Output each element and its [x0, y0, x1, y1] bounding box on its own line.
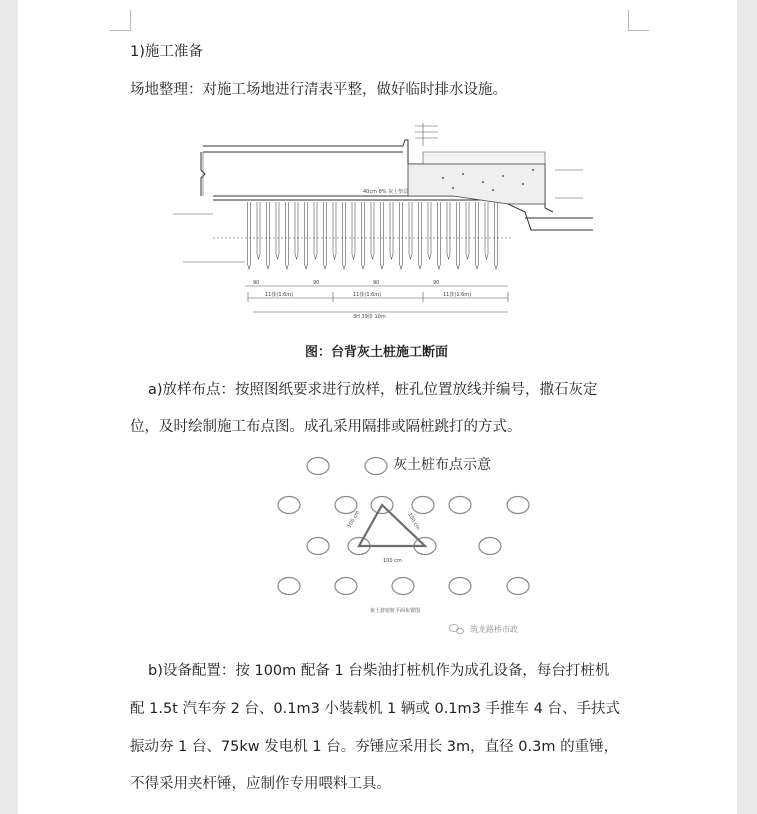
- heading-construction-prep: 1)施工准备: [130, 44, 203, 60]
- pile: [248, 202, 251, 269]
- pile-circle: [335, 578, 357, 595]
- paragraph-equip-line-2: 配 1.5t 汽车夯 2 台、0.1m3 小装载机 1 辆或 0.1m3 手推车 4 台、手扶式: [130, 701, 620, 717]
- figure-pile-layout: [248, 450, 548, 640]
- dimension-lines: [245, 286, 508, 312]
- pile-circle: [365, 458, 387, 475]
- pile-circle: [507, 578, 529, 595]
- paragraph-site-prep: 场地整理：对施工场地进行清表平整，做好临时排水设施。: [130, 82, 507, 98]
- pile: [371, 202, 374, 259]
- triangle-side-dim: 100 cm: [346, 509, 362, 529]
- pile: [485, 202, 488, 259]
- figure2-title: 灰土桩布点示意: [393, 457, 491, 473]
- pile: [400, 202, 403, 269]
- pile: [314, 202, 317, 259]
- dim-spacing-label: 90: [253, 280, 260, 286]
- watermark-text: 筑龙路桥市政: [470, 625, 518, 634]
- pile: [476, 202, 479, 269]
- pile: [343, 202, 346, 269]
- pile-circle: [392, 578, 414, 595]
- pile: [428, 202, 431, 259]
- margin-corner-mark: [110, 10, 131, 31]
- pile: [324, 202, 327, 269]
- pile: [457, 202, 460, 269]
- pile: [447, 202, 450, 259]
- pile: [438, 202, 441, 269]
- pile-circle: [278, 497, 300, 514]
- pile: [305, 202, 308, 269]
- pile: [333, 202, 336, 259]
- pile: [295, 202, 298, 259]
- row-label-1: 11排(1.6m): [265, 292, 294, 298]
- pile: [390, 202, 393, 259]
- pile: [286, 202, 289, 269]
- figure1-cushion-label: 40cm 8% 灰土垫层: [363, 189, 409, 195]
- figure2-bottom-caption: 灰土挤密桩平面布置图: [370, 608, 421, 614]
- pile: [409, 202, 412, 259]
- triangle-side-dim: 100 cm: [406, 512, 421, 532]
- pile: [419, 202, 422, 269]
- paragraph-equip-line-3: 振动夯 1 台、75kw 发电机 1 台。夯锤应采用长 3m，直径 0.3m 的重锤，: [130, 739, 619, 755]
- wechat-icon: [450, 625, 464, 634]
- total-length-label: 3H 39排 10m: [353, 314, 386, 320]
- pile-circle: [479, 538, 501, 555]
- pile-circle: [335, 497, 357, 514]
- figure-cross-section: [153, 118, 593, 323]
- dim-spacing-label: 90: [433, 280, 440, 286]
- pile-circle: [278, 578, 300, 595]
- pile-circle: [412, 497, 434, 514]
- row-label-2: 11排(1.6m): [353, 292, 382, 298]
- pile: [257, 202, 260, 259]
- paragraph-equip-line-4: 不得采用夹杆锤，应制作专用喂料工具。: [130, 776, 391, 792]
- pile: [276, 202, 279, 259]
- figure-caption-cross-section: 图：台背灰土桩施工断面: [305, 345, 449, 360]
- pile: [352, 202, 355, 259]
- pile-group: [213, 202, 513, 269]
- pile-circle: [449, 578, 471, 595]
- dim-spacing-label: 90: [373, 280, 380, 286]
- paragraph-equip-line-1: b)设备配置：按 100m 配备 1 台柴油打桩机作为成孔设备，每台打桩机: [148, 663, 610, 679]
- document-page: [18, 0, 737, 814]
- pile-circle: [507, 497, 529, 514]
- pile: [381, 202, 384, 269]
- pile: [267, 202, 270, 269]
- paragraph-layout-line-2: 位，及时绘制施工布点图。成孔采用隔排或隔桩跳打的方式。: [130, 419, 522, 435]
- pile: [362, 202, 365, 269]
- margin-corner-mark: [628, 10, 649, 31]
- pile: [466, 202, 469, 259]
- pile-circle: [307, 458, 329, 475]
- pile-circle: [449, 497, 471, 514]
- paragraph-layout-line-1: a)放样布点：按照图纸要求进行放样，桩孔位置放线并编号，撒石灰定: [148, 382, 598, 398]
- dim-spacing-label: 90: [313, 280, 320, 286]
- pile-circle: [307, 538, 329, 555]
- row-label-3: 11排(1.6m): [443, 292, 472, 298]
- triangle-base-dim: 100 cm: [383, 558, 402, 564]
- pile: [495, 202, 498, 269]
